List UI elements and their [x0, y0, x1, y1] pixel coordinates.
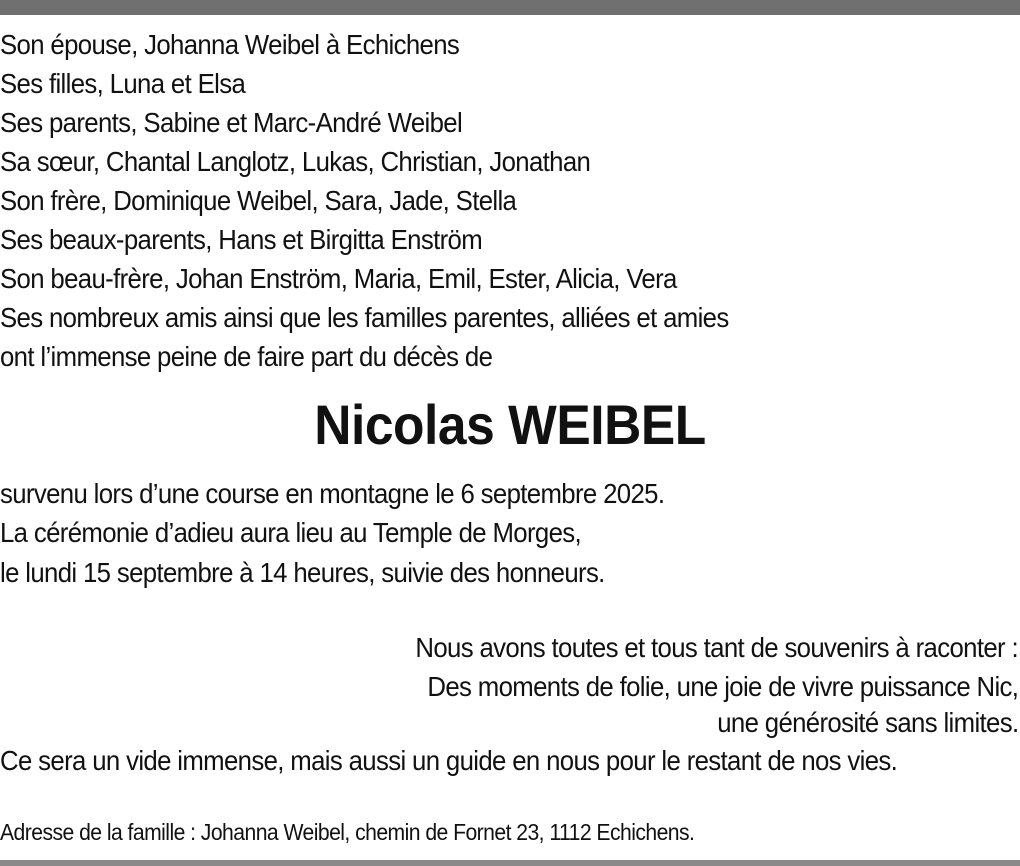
detail-line-date: le lundi 15 septembre à 14 heures, suivie des honneurs.	[0, 557, 605, 588]
tribute-closing-line: Ce sera un vide immense, mais aussi un guide en nous pour le restant de nos vies.	[0, 745, 898, 776]
detail-line-death: survenu lors d’une course en montagne le 6 septembre 2025.	[0, 478, 665, 509]
tribute-line: une générosité sans limites.	[716, 707, 1018, 738]
family-line-parents-in-law: Ses beaux-parents, Hans et Birgitta Enström	[0, 224, 483, 255]
family-line-spouse: Son épouse, Johanna Weibel à Echichens	[0, 29, 460, 60]
family-line-daughters: Ses filles, Luna et Elsa	[0, 68, 246, 99]
family-line-brother-in-law: Son beau-frère, Johan Enström, Maria, Emil, Ester, Alicia, Vera	[0, 263, 677, 294]
family-address: Adresse de la famille : Johanna Weibel, chemin de Fornet 23, 1112 Echichens.	[0, 819, 695, 845]
top-rule	[0, 0, 1020, 15]
bottom-rule	[0, 860, 1020, 866]
tribute-line: Des moments de folie, une joie de vivre puissance Nic,	[427, 671, 1018, 702]
deceased-name: Nicolas WEIBEL	[314, 393, 706, 456]
family-line-sister: Sa sœur, Chantal Langlotz, Lukas, Christian, Jonathan	[0, 146, 591, 177]
detail-line-ceremony: La cérémonie d’adieu aura lieu au Temple de Morges,	[0, 517, 582, 548]
family-line-parents: Ses parents, Sabine et Marc-André Weibel	[0, 107, 463, 138]
announcement-line: ont l’immense peine de faire part du décès de	[0, 341, 493, 372]
tribute-line: Nous avons toutes et tous tant de souvenirs à raconter :	[415, 632, 1018, 663]
family-line-friends: Ses nombreux amis ainsi que les familles parentes, alliées et amies	[0, 302, 729, 333]
family-line-brother: Son frère, Dominique Weibel, Sara, Jade, Stella	[0, 185, 517, 216]
